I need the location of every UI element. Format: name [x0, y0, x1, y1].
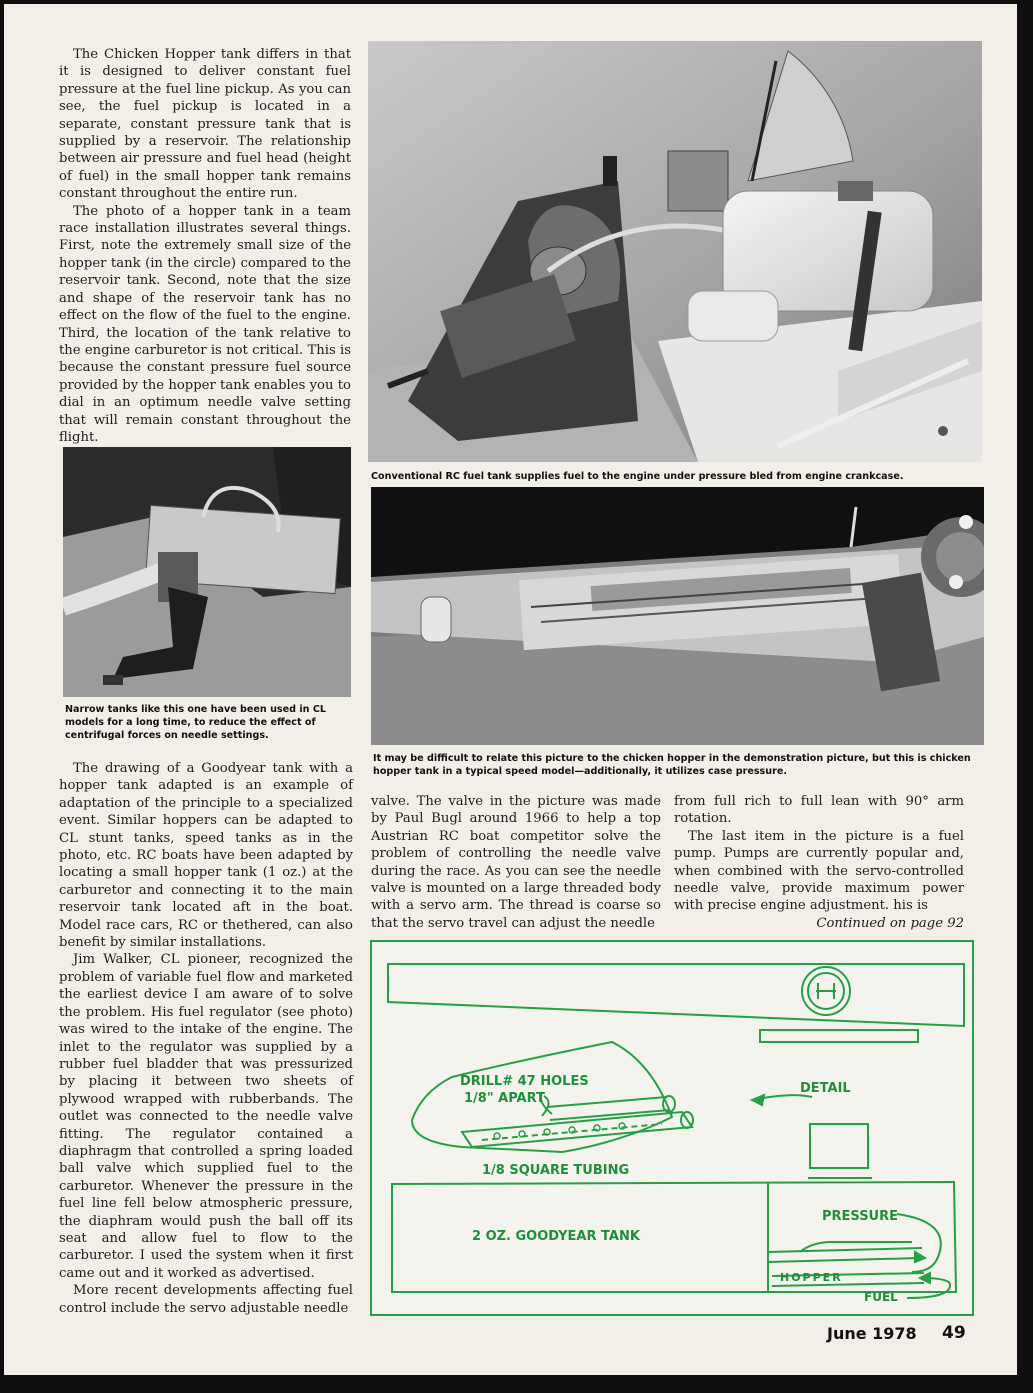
label-pressure: PRESSURE: [822, 1209, 899, 1224]
paragraph: The last item in the picture is a fuel pump. Pumps are currently popular and, when combined with the servo-controlled needle valve, provide maximum power with precise engine adjustment. his is: [674, 828, 964, 914]
page-number: 49: [942, 1323, 966, 1343]
label-fuel: FUEL: [864, 1290, 898, 1304]
label-apart: 1/8" APART: [464, 1091, 545, 1106]
paragraph: The drawing of a Goodyear tank with a hopper tank adapted is an example of adaptation of the principle to a specialized event. Similar hoppers can be adapted to CL stunt tanks, speed tanks as in the photo, etc. RC boats have been adapted by locating a small hopper tank (1 oz.) at the carburetor and connecting it to the main reservoir tank located aft in the boat. Model race cars, RC or thethered, can also benefit by similar installations.: [59, 761, 353, 951]
caption-photo-rc-tank: Conventional RC fuel tank supplies fuel to the engine under pressure bled from engine crankcase.: [371, 471, 904, 482]
label-goodyear-tank: 2 OZ. GOODYEAR TANK: [472, 1229, 640, 1244]
label-square-tubing: 1/8 SQUARE TUBING: [482, 1163, 630, 1178]
label-detail: DETAIL: [800, 1081, 851, 1096]
paragraph: More recent developments affecting fuel control include the servo adjustable needle: [59, 1283, 353, 1316]
photo-rc-fuel-tank: [368, 41, 982, 462]
column2-text: [371, 793, 661, 932]
paragraph: The photo of a hopper tank in a team race installation illustrates several things. First, note the extremely small size of the hopper tank (in the circle) compared to the reservoir tank. Second, note that the size and shape of the reservoir tank has no effect on the flow of the fuel to the engine. Third, the location of the tank relative to the engine carburetor is not critical. This is because the constant pressure fuel source provided by the hopper tank enables you to dial in an optimum needle valve setting that will remain constant throughout the flight.: [59, 203, 351, 445]
issue-date: June 1978: [827, 1324, 917, 1343]
caption-photo-narrow-tank: Narrow tanks like this one have been used in CL models for a long time, to reduce the effect of centrifugal forces on needle settings.: [65, 704, 326, 741]
photo-speed-model: [371, 487, 984, 745]
caption-photo-speed-model: It may be difficult to relate this picture to the chicken hopper in the demonstration picture, but this is chicken hopper tank in a typical speed model—additionally, it utilizes case pressure.: [373, 753, 971, 777]
paragraph: Jim Walker, CL pioneer, recognized the problem of variable fuel flow and marketed the earliest device I am aware of to solve the problem. His fuel regulator (see photo) was wired to the intake of the engine. The inlet to the regulator was supplied by a rubber fuel bladder that was pressurized by placing it between two sheets of plywood wrapped with rubberbands. The outlet was connected to the needle valve fitting. The regulator contained a diaphragm that controlled a spring loaded ball valve which supplied fuel to the carburetor. Whenever the pressure in the fuel line fell below atmospheric pressure, the diaphram would push the ball off its seat and allow fuel to flow to the carburetor. I used the system when it first came out and it worked as advertised.: [59, 952, 353, 1281]
label-drill-holes: DRILL# 47 HOLES: [460, 1074, 589, 1089]
continued-note: Continued on page 92: [816, 915, 964, 931]
paragraph: valve. The valve in the picture was made by Paul Bugl around 1966 to help a top Austrian RC boat competitor solve the problem of controlling the needle valve during the race. As you can see the needle valve is mounted on a large threaded body with a servo arm. The thread is coarse so that the servo travel can adjust the needle: [371, 794, 661, 931]
paragraph: The Chicken Hopper tank differs in that it is designed to deliver constant fuel pressure at the fuel line pickup. As you can see, the fuel pickup is located in a separate, constant pressure tank that is supplied by a reservoir. The relationship between air pressure and fuel head (height of fuel) in the small hopper tank remains constant throughout the entire run.: [59, 47, 351, 202]
column1-top-text: [59, 46, 351, 446]
column1-bottom-text: [59, 760, 353, 1317]
column3-text: [674, 793, 964, 932]
magazine-page: [4, 4, 1017, 1375]
photo-narrow-tank: [63, 447, 351, 697]
label-hopper: HOPPER: [780, 1271, 843, 1284]
goodyear-tank-drawing: [370, 940, 974, 1316]
paragraph: from full rich to full lean with 90° arm rotation.: [674, 794, 964, 827]
